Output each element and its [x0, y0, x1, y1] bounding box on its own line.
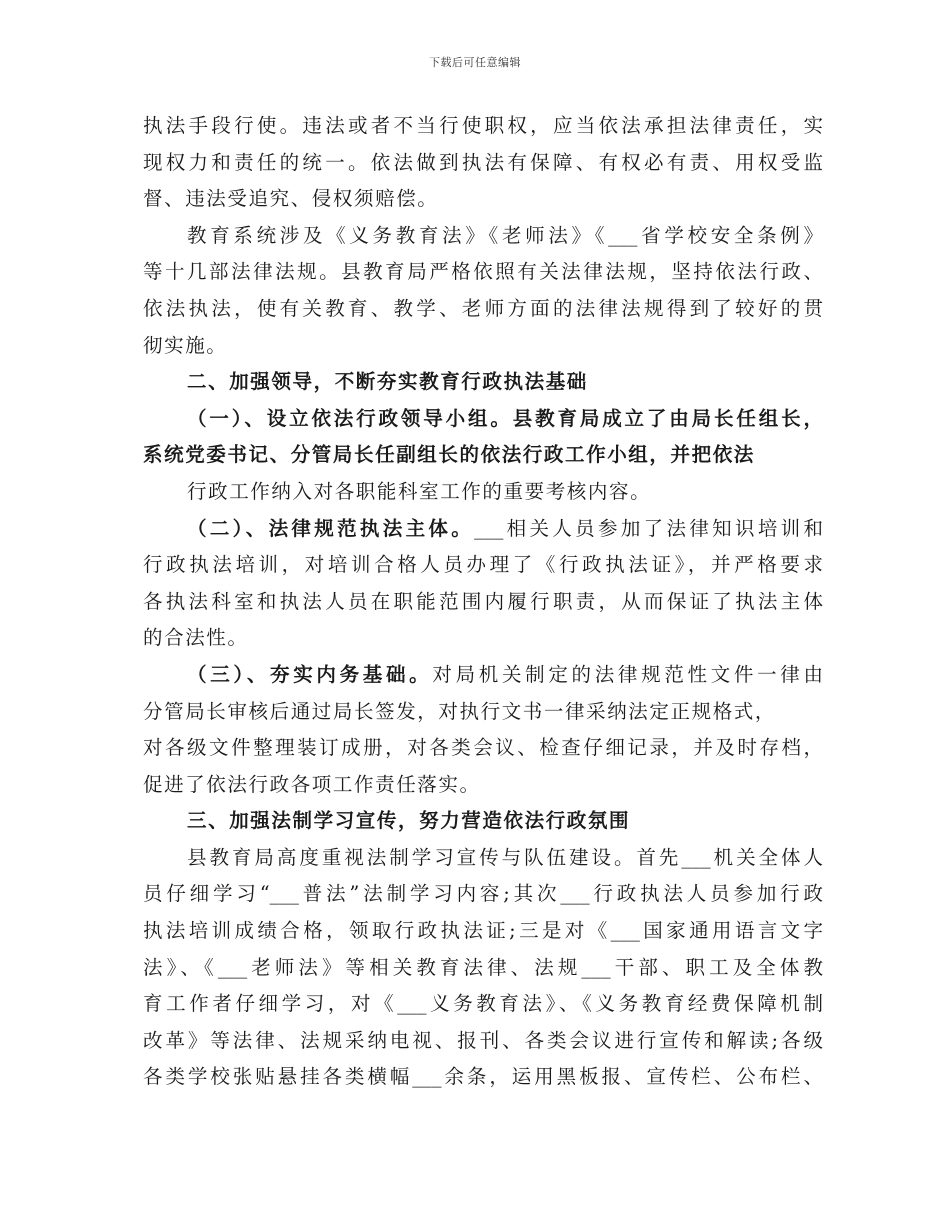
page-header: 下载后可任意编辑	[429, 56, 521, 69]
text-line: 各类学校张贴悬挂各类横幅___余条，运用黑板报、宣传栏、公布栏、	[143, 1065, 823, 1089]
text-line: 行政执法培训，对培训合格人员办理了《行政执法证》，并严格要求	[143, 553, 823, 577]
bold-lead: （三）、夯实内务基础。	[187, 662, 433, 686]
line-rest: 对局机关制定的法律规范性文件一律由	[432, 662, 823, 686]
text-line: 分管局长审核后通过局长签发，对执行文书一律采纳法定正规格式，	[143, 699, 777, 723]
text-line	[143, 511, 823, 548]
text-line: 教育系统涉及《义务教育法》《老师法》《___省学校安全条例》	[187, 223, 823, 247]
text-line: 现权力和责任的统一。依法做到执法有保障、有权必有责、用权受监	[143, 150, 823, 174]
text-line: 三、加强法制学习宣传，努力营造依法行政氛围	[187, 809, 631, 833]
bold-lead: （二）、法律规范执法主体。	[187, 516, 475, 540]
text-line: 督、违法受追究、侵权须赔偿。	[143, 187, 439, 211]
text-line: 执法手段行使。违法或者不当行使职权，应当依法承担法律责任，实	[143, 114, 823, 137]
text-line: 法》、《___老师法》等相关教育法律、法规___干部、职工及全体教	[143, 955, 823, 979]
text-line: 依法执法，使有关教育、教学、老师方面的法律法规得到了较好的贯	[143, 296, 823, 320]
text-line: 的合法性。	[143, 626, 249, 650]
text-line: 执法培训成绩合格，领取行政执法证;三是对《___国家通用语言文字	[143, 919, 823, 943]
text-line: 二、加强领导，不断夯实教育行政执法基础	[187, 370, 588, 394]
text-line: 彻实施。	[143, 333, 228, 357]
text-line: 系统党委书记、分管局长任副组长的依法行政工作小组，并把依法	[143, 443, 755, 467]
text-line: 促进了依法行政各项工作责任落实。	[143, 772, 481, 796]
text-line: 育工作者仔细学习，对《___义务教育法》、《义务教育经费保障机制	[143, 992, 823, 1016]
text-line: 各执法科室和执法人员在职能范围内履行职责，从而保证了执法主体	[143, 589, 823, 613]
text-line: 员仔细学习“___普法”法制学习内容;其次___行政执法人员参加行政	[143, 882, 823, 906]
line-rest: ___相关人员参加了法律知识培训和	[474, 516, 823, 540]
text-line: 县教育局高度重视法制学习宣传与队伍建设。首先___机关全体人	[187, 845, 823, 869]
text-line: 等十几部法律法规。县教育局严格依照有关法律法规，坚持依法行政、	[143, 260, 823, 284]
text-line	[143, 657, 823, 694]
text-line: 对各级文件整理装订成册，对各类会议、检查仔细记录，并及时存档，	[143, 736, 823, 760]
text-line: （一）、设立依法行政领导小组。县教育局成立了由局长任组长，	[187, 406, 823, 430]
text-line: 改革》等法律、法规采纳电视、报刊、各类会议进行宣传和解读;各级	[143, 1028, 823, 1052]
text-line: 行政工作纳入对各职能科室工作的重要考核内容。	[187, 479, 652, 503]
document-body	[143, 108, 823, 1096]
